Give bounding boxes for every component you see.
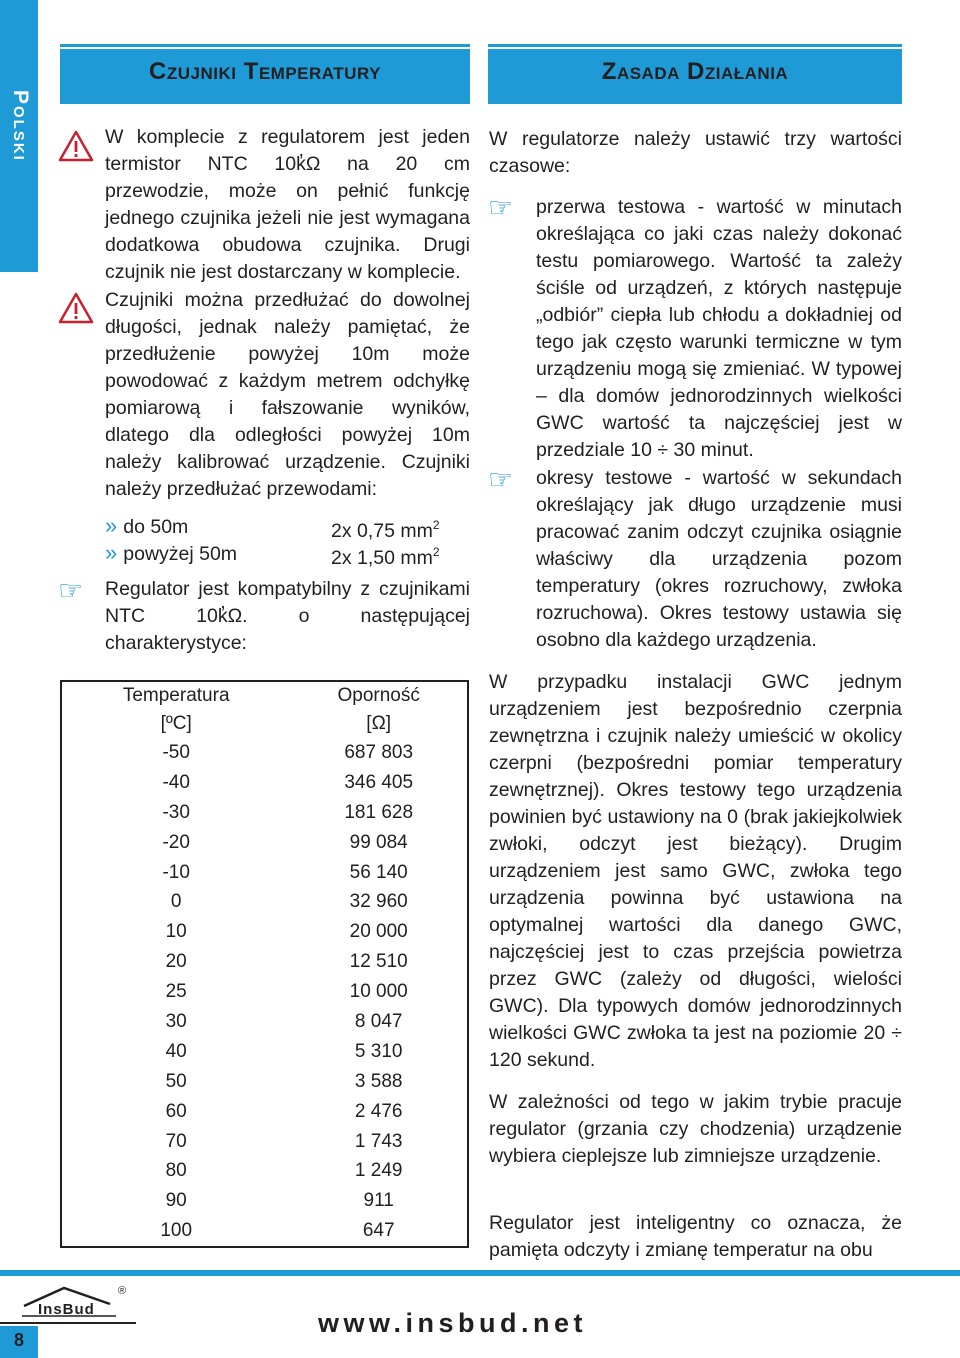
table-row — [61, 1156, 468, 1186]
table-row — [61, 1127, 468, 1157]
table-row — [61, 1216, 468, 1247]
temperature-cell: -20 — [162, 831, 190, 853]
left-section-title: Czujniki Temperatury — [149, 58, 381, 85]
cable-item: » do 50m 2x 0,75 $mm^2$ — [105, 513, 440, 542]
registered-mark: ® — [118, 1285, 127, 1297]
warning-text-1: W komplecie z regulatorem jest jeden termistor NTC 10k̓Ω na 20 cm przewodzie, może on pełnić funkcję jednego czujnika jeżeli nie jest wymagana dodatkowa obudowa czujnika. Drugi czujnik nie jest dostarczany w komplecie. — [105, 126, 470, 283]
resistance-cell: 20 000 — [349, 921, 408, 943]
insbud-logo — [20, 1282, 130, 1327]
table-row — [61, 828, 468, 858]
resistance-cell: 12 510 — [349, 951, 408, 973]
cable-item: » powyżej 50m 2x 1,50 $mm^2$ — [105, 540, 440, 569]
paragraph-mode: W zależności od tego w jakim trybie pracuje regulator (grzania czy chodzenia) urządzenie wybiera cieplejsze lub zimniejsze urządzenie. — [489, 1091, 902, 1167]
logo-text: InsBud — [38, 1301, 95, 1318]
resistance-cell: 647 — [362, 1220, 395, 1242]
temperature-cell: -50 — [162, 741, 190, 763]
warning-text-2: Czujniki można przedłużać do dowolnej długości, jednak należy pamiętać, że przedłużenie powyżej 10m może powodować z każdym metrem odchyłkę pomiarową i fałszowanie wyników, dlatego dla odległości powyżej 10m należy kalibrować urządzenie. Czujniki należy przedłużać przewodami: — [105, 289, 470, 500]
resistance-table — [60, 680, 469, 1248]
temperature-cell: 0 — [170, 891, 182, 913]
table-row — [61, 887, 468, 917]
temperature-cell: 20 — [165, 951, 187, 973]
resistance-cell: 99 084 — [349, 831, 408, 853]
temperature-cell: -40 — [162, 771, 190, 793]
resistance-cell: 1 249 — [354, 1160, 403, 1182]
table-row — [61, 768, 468, 798]
left-section-header — [60, 44, 470, 104]
bullet-icon: » — [105, 540, 118, 565]
table-row — [61, 977, 468, 1007]
footer-divider — [0, 1270, 960, 1276]
temperature-cell: 10 — [165, 921, 187, 943]
resistance-cell: 2 476 — [354, 1100, 403, 1122]
resistance-cell: 911 — [363, 1190, 394, 1212]
language-label: Polski — [9, 90, 32, 162]
temperature-cell: 70 — [165, 1130, 187, 1152]
table-row — [61, 798, 468, 828]
table-row — [61, 858, 468, 888]
temperature-cell: 80 — [165, 1160, 187, 1182]
resistance-cell: 181 628 — [344, 801, 414, 823]
table-row — [61, 917, 468, 947]
resistance-cell: 32 960 — [349, 891, 408, 913]
table-unit-temperature: [ºC] — [160, 713, 192, 734]
table-row — [61, 1007, 468, 1037]
temperature-cell: 30 — [165, 1010, 187, 1032]
resistance-cell: 56 140 — [349, 861, 408, 883]
table-row — [61, 1186, 468, 1216]
table-row — [61, 1067, 468, 1097]
item-test-periods: okresy testowe - wartość w sekundach określający jak długo urządzenie musi pracować zanim odczyt czujnika osiągnie właściwy dla urządzenia pozom temperatury (okres rozruchowy, zwłoka rozruchowa). Okres testowy ustawia się osobno dla każdego urządzenia. — [536, 467, 902, 651]
cable-value: 2x 1,50 mm — [331, 547, 433, 569]
table-header-resistance: Oporność — [337, 685, 420, 706]
temperature-cell: 25 — [165, 981, 187, 1003]
table-row — [61, 947, 468, 977]
compatibility-note: Regulator jest kompatybilny z czujnikami NTC 10k̓Ω. o następującej charakterystyce: — [105, 578, 470, 654]
bullet-icon: » — [105, 513, 118, 538]
table-row — [61, 1037, 468, 1067]
resistance-cell: 10 000 — [349, 981, 408, 1003]
website-link[interactable]: www.insbud.net — [318, 1308, 587, 1338]
pointing-hand-icon: ☞ — [488, 464, 514, 495]
temperature-cell: 90 — [165, 1190, 187, 1212]
pointing-hand-icon: ☞ — [58, 575, 84, 606]
warning-icon — [58, 292, 94, 324]
right-section-title: Zasada Działania — [601, 58, 789, 85]
pointing-hand-icon: ☞ — [488, 192, 514, 223]
warning-icon — [58, 130, 94, 162]
intro-text: W regulatorze należy ustawić trzy wartości czasowe: — [489, 128, 902, 177]
right-section-header — [488, 44, 902, 104]
table-row — [61, 1097, 468, 1127]
resistance-cell: 3 588 — [354, 1070, 403, 1092]
cable-label: powyżej 50m — [123, 543, 238, 565]
page-number: 8 — [13, 1330, 24, 1350]
resistance-cell: 5 310 — [354, 1040, 403, 1062]
temperature-cell: 40 — [165, 1040, 187, 1062]
temperature-cell: -10 — [162, 861, 190, 883]
temperature-cell: 60 — [165, 1100, 187, 1122]
cable-label: do 50m — [123, 516, 189, 538]
paragraph-gwc: W przypadku instalacji GWC jednym urządzeniem jest bezpośrednio czerpnia zewnętrzna i czujnik należy umieścić w okolicy czerpni (bezpośredni pomiar temperatury zewnętrznej). Okres testowy tego urządzenia powinien być ustawiony na 0 (brak jakiejkolwiek zwłoki, odczyt jest bieżący). Drugim urządzeniem jest samo GWC, zwłoka tego urządzenia powinna być ustawiona na optymalnej wartości dla danego GWC, najczęściej jest to czas przejścia powietrza przez GWC (zależy od długości, wielości GWC). Dla typowych domów jednorodzinnych wielkości GWC zwłoka ta jest na poziomie 20 ÷ 120 sekund. — [489, 671, 902, 1071]
paragraph-intelligent: Regulator jest inteligentny co oznacza, że pamięta odczyty i zmianę temperatur na obu — [489, 1212, 902, 1261]
resistance-cell: 346 405 — [344, 771, 414, 793]
table-unit-resistance: [Ω] — [366, 713, 392, 734]
temperature-cell: 50 — [165, 1070, 187, 1092]
temperature-cell: -30 — [162, 801, 190, 823]
resistance-cell: 687 803 — [344, 741, 414, 763]
table-header-temperature: Temperatura — [122, 685, 230, 706]
resistance-cell: 8 047 — [354, 1010, 403, 1032]
temperature-cell: 100 — [160, 1220, 193, 1242]
table-row — [61, 738, 468, 768]
resistance-cell: 1 743 — [354, 1130, 403, 1152]
item-test-break: przerwa testowa - wartość w minutach określająca co jaki czas należy dokonać testu pomiarowego. Wartość ta zależy ściśle od urządzeń, z których następuje „odbiór” ciepła lub chłodu a dokładniej od tego jak często warunki termiczne w tym urządzeniu mogą się zmieniać. W typowej – dla domów jednorodzinnych wielkości GWC wartość ta najczęściej jest w przedziale 10 ÷ 30 minut. — [536, 196, 902, 461]
cable-value: 2x 0,75 mm — [331, 520, 433, 542]
